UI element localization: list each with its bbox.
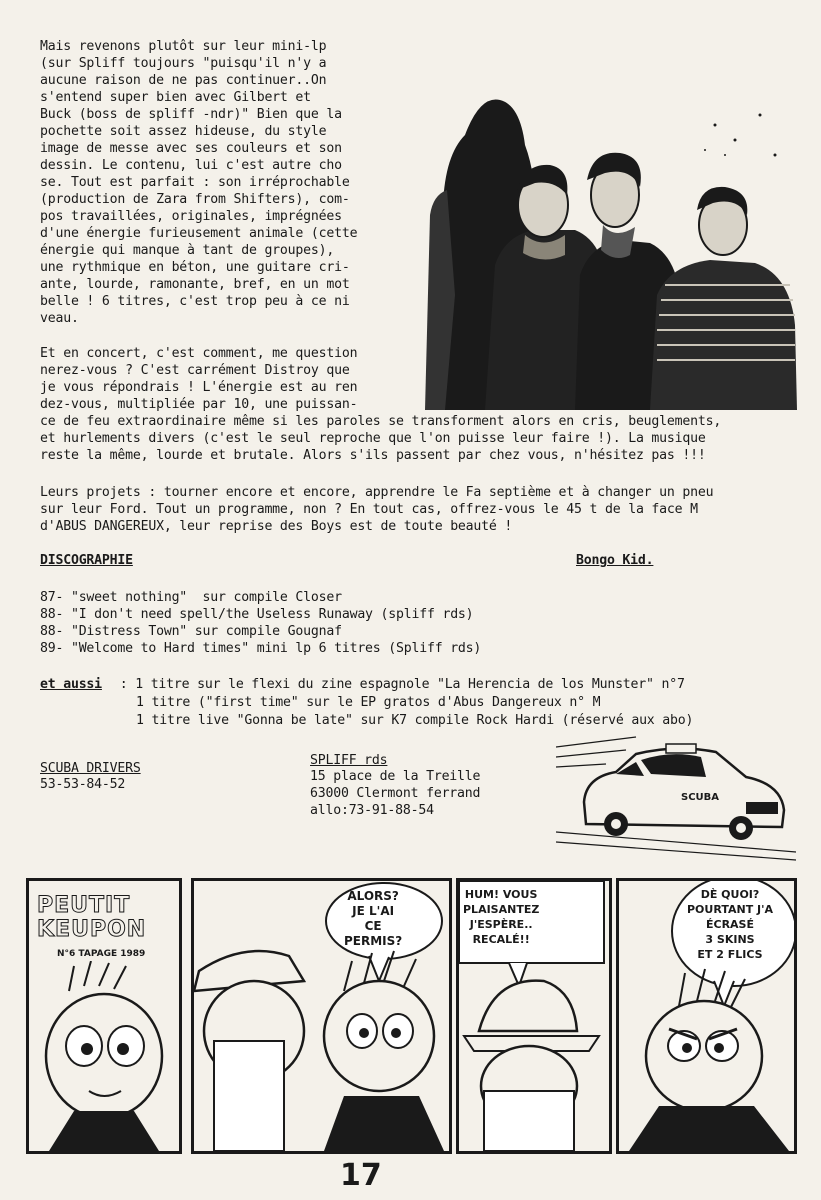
article-author: Bongo Kid. xyxy=(576,553,654,568)
text-line: image de messe avec ses couleurs et son xyxy=(40,141,342,156)
text-line: dessin. Le contenu, lui c'est autre cho xyxy=(40,158,342,173)
text-line: dez-vous, multipliée par 10, une puissan- xyxy=(40,397,358,412)
comic-panel-1 xyxy=(26,878,182,1154)
text-line: Leurs projets : tourner encore et encore, apprendre le Fa septième et à changer un pneu xyxy=(40,485,714,500)
taxi-text: SCUBA xyxy=(681,792,720,803)
also-item: 1 titre live "Gonna be late" sur K7 compile Rock Hardi (réservé aux abo) xyxy=(136,713,694,728)
text-line: aucune raison de ne pas continuer..On xyxy=(40,73,327,88)
comic-logo-line2: KEUPON xyxy=(37,917,147,942)
punk-character-drawing xyxy=(29,961,179,1151)
text-line: 88- "I don't need spell/the Useless Runaway (spliff rds) xyxy=(40,607,474,622)
text-line: et hurlements divers (c'est le seul reproche que l'on puisse leur faire !). La musique xyxy=(40,431,706,446)
comic-bubble-1: ALORS? JE L'AI CE PERMIS? xyxy=(344,889,403,948)
taxi-illustration xyxy=(556,732,796,862)
band-name: SCUBA DRIVERS xyxy=(40,761,141,776)
band-phone: 53-53-84-52 xyxy=(40,777,126,792)
text-line: ante, lourde, ramonante, bref, en un mot xyxy=(40,277,350,292)
text-line: je vous répondrais ! L'énergie est au ren xyxy=(40,380,358,395)
text-line: ce de feu extraordinaire même si les paroles se transforment alors en cris, beuglements, xyxy=(40,414,722,429)
text-line: se. Tout est parfait : son irréprochable xyxy=(40,175,350,190)
band-photo xyxy=(425,95,797,410)
comic-panel-3 xyxy=(456,878,612,1154)
comic-strip xyxy=(26,878,796,1153)
comic-bubble-3: DÈ QUOI? POURTANT J'A ÉCRASÉ 3 SKINS ET 2 FLICS xyxy=(687,888,773,961)
text-line: Et en concert, c'est comment, me question xyxy=(40,346,358,361)
text-line: veau. xyxy=(40,311,79,326)
text-line: Mais revenons plutôt sur leur mini-lp xyxy=(40,39,327,54)
label-address: 15 place de la Treille xyxy=(310,769,481,784)
label-city: 63000 Clermont ferrand xyxy=(310,786,481,801)
text-line: énergie qui manque à tant de groupes), xyxy=(40,243,335,258)
text-line: belle ! 6 titres, c'est trop peu à ce ni xyxy=(40,294,350,309)
text-line: 88- "Distress Town" sur compile Gougnaf xyxy=(40,624,342,639)
text-line: reste la même, lourde et brutale. Alors s'ils passent par chez vous, n'hésitez pas !!! xyxy=(40,448,706,463)
label-name: SPLIFF rds xyxy=(310,753,388,768)
text-line: 89- "Welcome to Hard times" mini lp 6 titres (Spliff rds) xyxy=(40,641,482,656)
comic-panel-4 xyxy=(616,878,797,1154)
also-label: et aussi xyxy=(40,677,102,692)
text-line: Buck (boss de spliff -ndr)" Bien que la xyxy=(40,107,342,122)
text-line: nerez-vous ? C'est carrément Distroy que xyxy=(40,363,350,378)
page-number: 17 xyxy=(340,1158,382,1193)
text-line: s'entend super bien avec Gilbert et xyxy=(40,90,311,105)
text-line: d'ABUS DANGEREUX, leur reprise des Boys est de toute beauté ! xyxy=(40,519,513,534)
text-line: (production de Zara from Shifters), com- xyxy=(40,192,350,207)
discography-heading: DISCOGRAPHIE xyxy=(40,553,133,568)
comic-logo-sub: N°6 TAPAGE 1989 xyxy=(57,949,146,959)
label-phone: allo:73-91-88-54 xyxy=(310,803,434,818)
comic-bubble-2: HUM! VOUS PLAISANTEZ J'ESPÈRE.. RECALÉ!! xyxy=(463,888,540,946)
text-line: 87- "sweet nothing" sur compile Closer xyxy=(40,590,342,605)
comic-panel-2 xyxy=(191,878,452,1154)
also-item: : 1 titre sur le flexi du zine espagnole "La Herencia de los Munster" n°7 xyxy=(112,677,685,692)
text-line: sur leur Ford. Tout un programme, non ? En tout cas, offrez-vous le 45 t de la face M xyxy=(40,502,698,517)
text-line: d'une énergie furieusement animale (cette xyxy=(40,226,358,241)
text-line: pos travaillées, originales, imprégnées xyxy=(40,209,342,224)
text-line: (sur Spliff toujours "puisqu'il n'y a xyxy=(40,56,327,71)
text-line: pochette soit assez hideuse, du style xyxy=(40,124,327,139)
also-item: 1 titre ("first time" sur le EP gratos d'Abus Dangereux n° M xyxy=(136,695,601,710)
comic-logo-line1: PEUTIT xyxy=(37,893,131,918)
text-line: une rythmique en béton, une guitare cri- xyxy=(40,260,350,275)
